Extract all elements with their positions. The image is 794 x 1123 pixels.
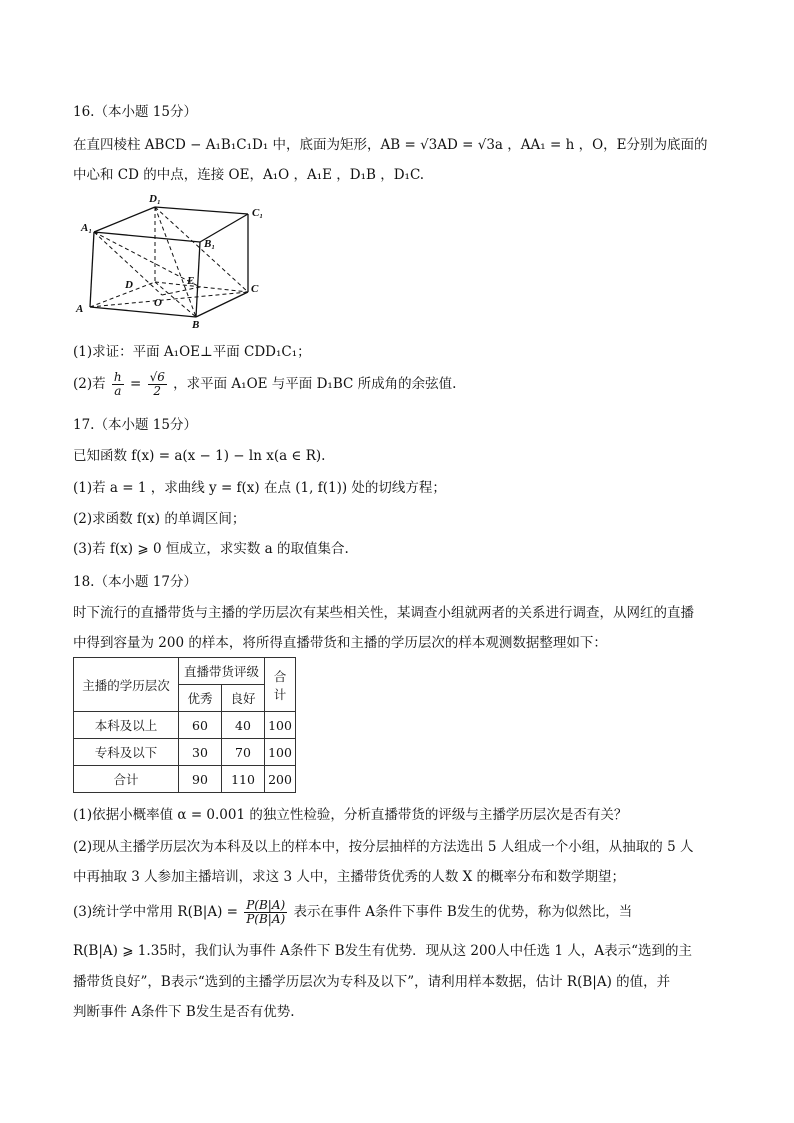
- cell-total: 200: [265, 766, 296, 793]
- q17-part3: (3)若 f(x) ⩾ 0 恒成立，求实数 a 的取值集合.: [73, 541, 349, 557]
- label-C: C: [251, 283, 259, 295]
- q18-stem-line2: 中得到容量为 200 的样本，将所得直播带货和主播的学历层次的样本观测数据整理如下：: [73, 635, 607, 651]
- cell-excellent: 90: [179, 766, 222, 793]
- cell-total: 100: [265, 739, 296, 766]
- table-total-header: 合计: [265, 658, 296, 712]
- table-row: [74, 766, 296, 793]
- education-rating-table: [73, 657, 296, 793]
- cell-good: 70: [222, 739, 265, 766]
- q16-part2-suffix: ，求平面 A₁OE 与平面 D₁BC 所成角的余弦值.: [173, 376, 457, 392]
- row-label: 专科及以下: [74, 739, 179, 766]
- q18-part2-line2: 中再抽取 3 人参加主播培训，求这 3 人中，主播带货优秀的人数 X 的概率分布和数学期望；: [73, 869, 626, 885]
- cell-excellent: 30: [179, 739, 222, 766]
- q18-heading: 18.（本小题 17分）: [73, 574, 197, 590]
- q18-part3-line1: [73, 895, 632, 929]
- label-A: A: [76, 303, 84, 315]
- label-D1: D₁: [149, 193, 161, 205]
- q18-part3-suffix: 表示在事件 A条件下事件 B发生的优势，称为似然比，当: [293, 904, 633, 920]
- q18-likelihood-fraction: [244, 899, 287, 926]
- q17-part2: (2)求函数 f(x) 的单调区间；: [73, 511, 246, 527]
- cell-good: 40: [222, 712, 265, 739]
- label-O: O: [154, 297, 162, 309]
- table-group-header: 直播带货评级: [179, 658, 265, 685]
- q18-part1: (1)依据小概率值 α = 0.001 的独立性检验，分析直播带货的评级与主播学历层次是否有关？: [73, 807, 628, 823]
- fraction-numerator: P(B|A): [246, 898, 286, 912]
- q18-part3-prefix: (3)统计学中常用 R(B|A) =: [73, 904, 238, 920]
- fraction-denominator: P(B̄|A): [246, 912, 286, 926]
- label-D: D: [125, 279, 133, 291]
- q16-fraction-root6-over-2: [148, 371, 167, 398]
- fraction-numerator: √6: [149, 370, 165, 384]
- label-E: E: [187, 275, 195, 287]
- q16-part1: (1)求证：平面 A₁OE⊥平面 CDD₁C₁；: [73, 344, 311, 360]
- table-col-excellent: 优秀: [179, 685, 222, 712]
- cell-good: 110: [222, 766, 265, 793]
- label-B: B: [192, 319, 200, 331]
- q18-part3-line3: 播带货良好”，B表示“选到的主播学历层次为专科及以下”，请利用样本数据，估计 R(B|A) 的值，并: [73, 974, 671, 990]
- cell-excellent: 60: [179, 712, 222, 739]
- label-C1: C₁: [252, 207, 264, 219]
- q18-part3-line2: R(B|A) ⩾ 1.35时，我们认为事件 A条件下 B发生有优势．现从这 200人中任选 1 人，A表示“选到的主: [73, 943, 693, 959]
- table-row: [74, 739, 296, 766]
- q18-stem-line1: 时下流行的直播带货与主播的学历层次有某些相关性，某调查小组就两者的关系进行调查，从网红的直播: [73, 605, 694, 621]
- table-corner-header: 主播的学历层次: [74, 658, 179, 712]
- q16-part2-equals: =: [129, 376, 142, 392]
- q17-stem: 已知函数 f(x) = a(x − 1) − ln x(a ∈ R).: [73, 448, 326, 464]
- q16-part2: [73, 370, 456, 398]
- label-A1: A₁: [81, 222, 93, 234]
- q17-heading: 17.（本小题 15分）: [73, 417, 197, 433]
- q16-part2-prefix: (2)若: [73, 376, 106, 392]
- q16-stem-line1: 在直四棱柱 ABCD − A₁B₁C₁D₁ 中，底面为矩形，AB = √3AD = √3a ，AA₁ = h ，O，E分别为底面的: [73, 137, 708, 153]
- table-col-good: 良好: [222, 685, 265, 712]
- q17-part1: (1)若 a = 1 ，求曲线 y = f(x) 在点 (1, f(1)) 处的切线方程；: [73, 480, 446, 496]
- cell-total: 100: [265, 712, 296, 739]
- fraction-numerator: h: [113, 370, 122, 384]
- label-B1: B₁: [204, 238, 216, 250]
- fraction-denominator: 2: [153, 384, 162, 398]
- fraction-denominator: a: [114, 384, 122, 398]
- table-row: [74, 712, 296, 739]
- prism-figure: [70, 192, 280, 332]
- q16-stem-line2: 中心和 CD 的中点，连接 OE，A₁O ，A₁E ，D₁B ，D₁C.: [73, 167, 425, 183]
- q18-part3-line4: 判断事件 A条件下 B发生是否有优势.: [73, 1004, 295, 1020]
- row-label: 合计: [74, 766, 179, 793]
- row-label: 本科及以上: [74, 712, 179, 739]
- q16-fraction-h-over-a: [112, 371, 124, 398]
- q18-part2-line1: (2)现从主播学历层次为本科及以上的样本中，按分层抽样的方法选出 5 人组成一个小组，从抽取的 5 人: [73, 839, 694, 855]
- q16-heading: 16.（本小题 15分）: [73, 104, 197, 120]
